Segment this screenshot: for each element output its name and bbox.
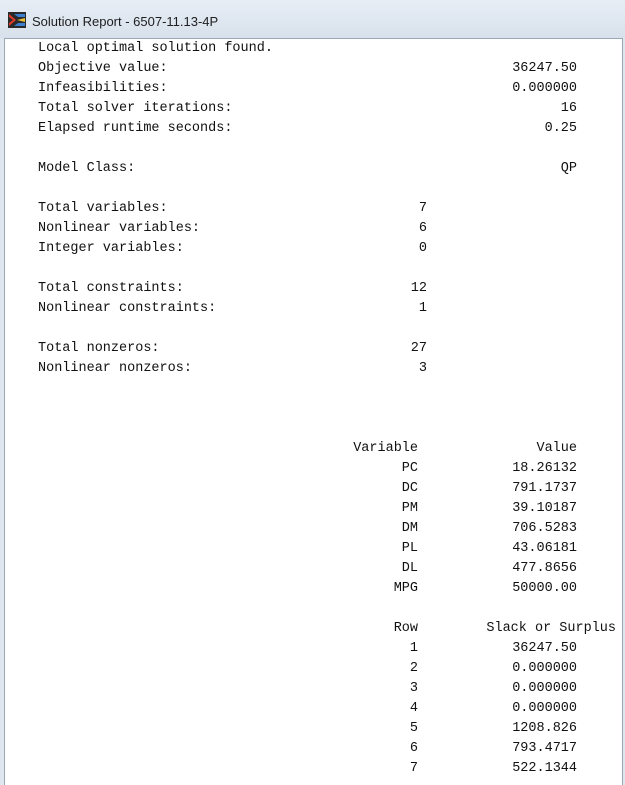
runtime-value: 0.25 [544, 121, 577, 136]
variable-name: PM [401, 501, 418, 516]
slack-value: 0.000000 [512, 661, 577, 676]
slack-column-header: Slack or Surplus [486, 621, 616, 636]
nonlinear-variables-value: 6 [418, 221, 427, 236]
total-constraints-label: Total constraints: [38, 281, 184, 296]
variable-value: 477.8656 [512, 561, 577, 576]
window-title: Solution Report - 6507-11.13-4P [32, 14, 219, 29]
row-number: 1 [409, 641, 418, 656]
slack-value: 0.000000 [512, 681, 577, 696]
row-number: 7 [409, 761, 418, 776]
iterations-label: Total solver iterations: [38, 101, 233, 116]
nonlinear-constraints-label: Nonlinear constraints: [38, 301, 217, 316]
report-text-area[interactable] [4, 38, 623, 785]
integer-variables-value: 0 [418, 241, 427, 256]
row-number: 5 [409, 721, 418, 736]
variable-name: PC [401, 461, 418, 476]
variable-value: 706.5283 [512, 521, 577, 536]
infeasibilities-value: 0.000000 [512, 81, 577, 96]
row-number: 6 [409, 741, 418, 756]
total-constraints-value: 12 [410, 281, 427, 296]
nonlinear-nonzeros-label: Nonlinear nonzeros: [38, 361, 192, 376]
iterations-value: 16 [560, 101, 577, 116]
slack-value: 0.000000 [512, 701, 577, 716]
model-class-value: QP [560, 161, 577, 176]
variable-name: PL [401, 541, 418, 556]
slack-value: 793.4717 [512, 741, 577, 756]
total-variables-value: 7 [418, 201, 427, 216]
nonlinear-constraints-value: 1 [418, 301, 427, 316]
model-class-label: Model Class: [38, 161, 136, 176]
runtime-label: Elapsed runtime seconds: [38, 121, 233, 136]
slack-value: 1208.826 [512, 721, 577, 736]
total-variables-label: Total variables: [38, 201, 168, 216]
total-nonzeros-value: 27 [410, 341, 427, 356]
row-column-header: Row [393, 621, 418, 636]
row-number: 4 [409, 701, 418, 716]
row-number: 3 [409, 681, 418, 696]
value-column-header: Value [536, 441, 577, 456]
title-bar[interactable] [0, 0, 625, 38]
nonlinear-variables-label: Nonlinear variables: [38, 221, 201, 236]
variable-name: DM [401, 521, 418, 536]
variable-name: MPG [393, 581, 418, 596]
variable-name: DL [401, 561, 418, 576]
infeasibilities-label: Infeasibilities: [38, 81, 168, 96]
variable-column-header: Variable [353, 441, 418, 456]
variable-value: 791.1737 [512, 481, 577, 496]
objective-value: 36247.50 [512, 61, 577, 76]
nonlinear-nonzeros-value: 3 [418, 361, 427, 376]
total-nonzeros-label: Total nonzeros: [38, 341, 160, 356]
lingo-app-icon [8, 12, 26, 28]
row-number: 2 [409, 661, 418, 676]
objective-label: Objective value: [38, 61, 168, 76]
status-message: Local optimal solution found. [38, 41, 273, 56]
variable-value: 43.06181 [512, 541, 577, 556]
integer-variables-label: Integer variables: [38, 241, 184, 256]
slack-value: 522.1344 [512, 761, 577, 776]
slack-value: 36247.50 [512, 641, 577, 656]
variable-value: 39.10187 [512, 501, 577, 516]
variable-name: DC [401, 481, 418, 496]
variable-value: 50000.00 [512, 581, 577, 596]
variable-value: 18.26132 [512, 461, 577, 476]
